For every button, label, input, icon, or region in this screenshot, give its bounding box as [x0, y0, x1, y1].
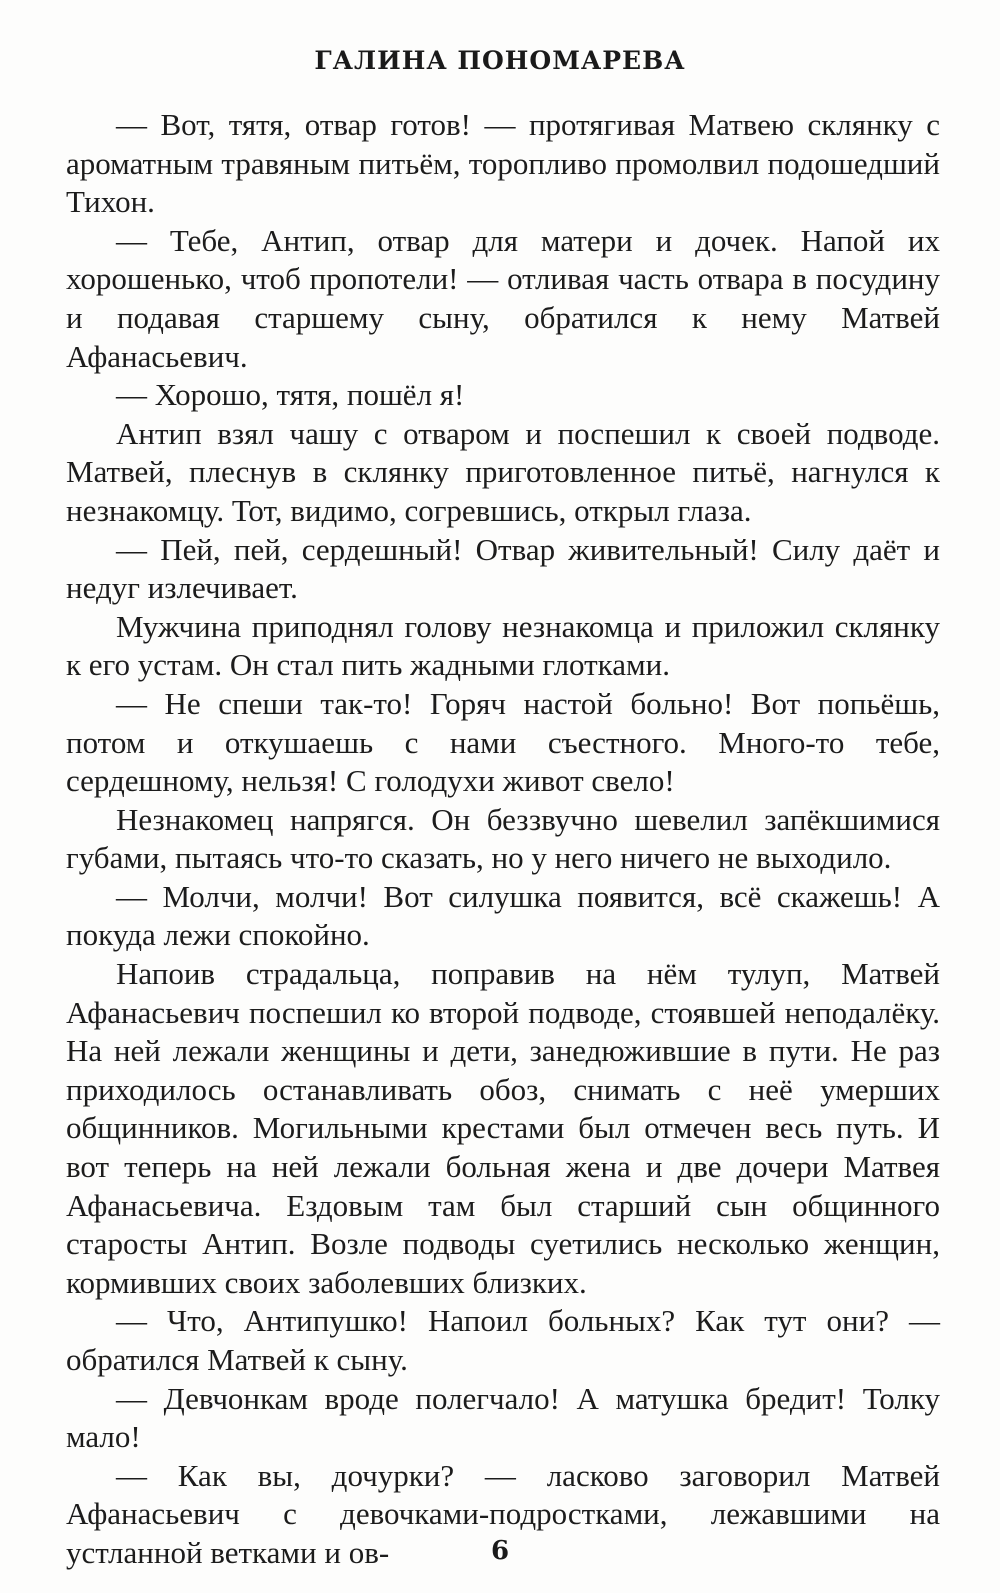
paragraph: — Девчонкам вроде полегчало! А матушка бредит! Толку мало! [66, 1380, 940, 1455]
paragraph: Напоив страдальца, поправив на нём тулуп, Матвей Афанасьевич поспешил ко второй подводе, стоявшей неподалёку. На ней лежали женщины и дети, занедюжившие в пути. Не раз приходилось останавливать обоз, снимать с неё умерших общинников. Могильными крестами был отмечен весь путь. И вот теперь на ней лежали больная жена и две дочери Матвея Афанасьевича. Ездовым там был старший сын общинного старосты Антип. Возле подводы суетились несколько женщин, кормивших своих заболевших близких. [66, 956, 940, 1300]
body-text [66, 106, 940, 1573]
paragraph: Антип взял чашу с отваром и поспешил к своей подводе. Матвей, плеснув в склянку приготовленное питьё, нагнулся к незнакомцу. Тот, видимо, согревшись, открыл глаза. [66, 415, 940, 528]
paragraph: — Не спеши так-то! Горяч настой больно! Вот попьёшь, потом и откушаешь с нами съестного. Много-то тебе, сердешному, нельзя! С голодухи живот свело! [66, 685, 940, 799]
paragraph: Мужчина приподнял голову незнакомца и приложил склянку к его устам. Он стал пить жадными глотками. [66, 608, 940, 683]
paragraph: — Хорошо, тятя, пошёл я! [116, 377, 465, 413]
paragraph: — Что, Антипушко! Напоил больных? Как тут они? — обратился Матвей к сыну. [66, 1303, 940, 1377]
paragraph: — Как вы, дочурки? — ласково заговорил Матвей Афанасьевич с девочками-подростками, лежавшими на устланной ветками и ов- [66, 1457, 940, 1570]
paragraph: — Тебе, Антип, отвар для матери и дочек. Напой их хорошенько, чтоб пропотели! — отливая часть отвара в посудину и подавая старшему сыну, обратился к нему Матвей Афанасьевич. [66, 222, 940, 374]
paragraph: — Пей, пей, сердешный! Отвар живительный! Силу даёт и недуг излечивает. [66, 531, 940, 606]
running-head-author: ГАЛИНА ПОНОМАРЕВА [314, 46, 686, 75]
paragraph: — Молчи, молчи! Вот силушка появится, всё скажешь! А покуда лежи спокойно. [66, 878, 940, 953]
page-number: 6 [490, 1536, 510, 1566]
paragraph: Незнакомец напрягся. Он беззвучно шевелил запёкшимися губами, пытаясь что-то сказать, но у него ничего не выходило. [66, 801, 940, 876]
paragraph: — Вот, тятя, отвар готов! — протягивая Матвею склянку с ароматным травяным питьём, торопливо промолвил подошедший Тихон. [66, 107, 940, 220]
